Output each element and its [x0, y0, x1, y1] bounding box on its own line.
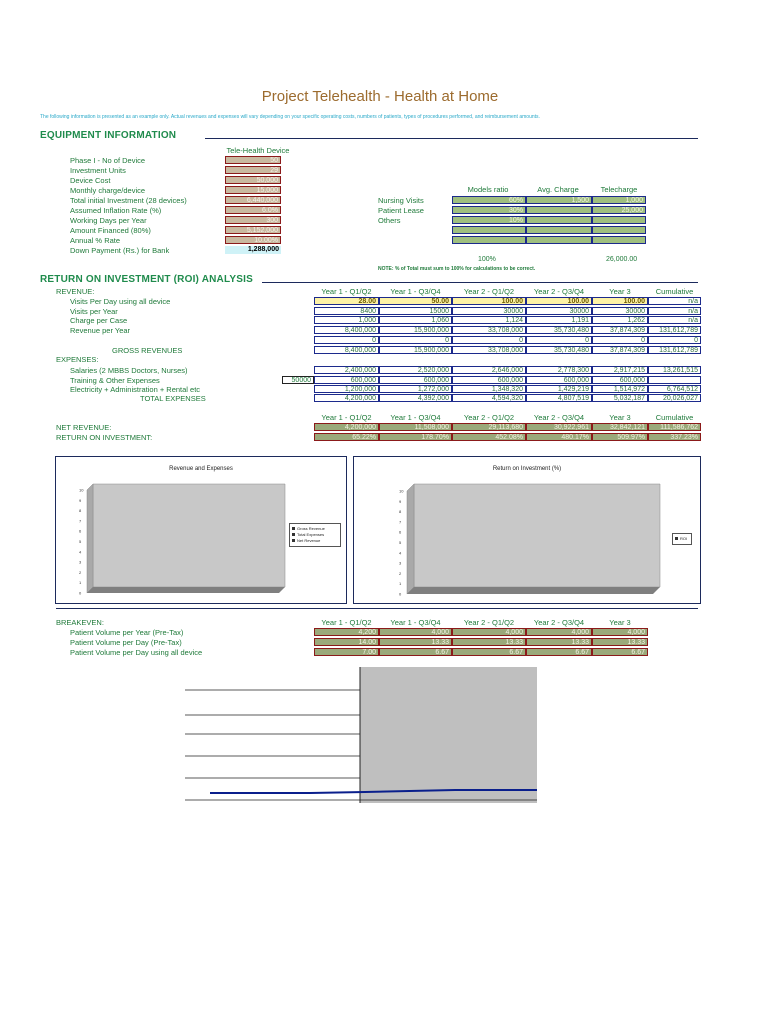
roi-chart-plot [354, 457, 700, 603]
revenue-cell[interactable]: 100.00 [526, 297, 592, 305]
expense-cell[interactable]: 600,000 [526, 376, 592, 384]
net-revenue-cell[interactable]: 11,508,000 [379, 423, 452, 431]
model-empty-cell[interactable] [452, 226, 526, 234]
expense-cell[interactable]: 600,000 [314, 376, 379, 384]
gross-revenues-label: GROSS REVENUES [112, 346, 183, 355]
gross-revenue-cell[interactable]: 37,874,309 [592, 346, 648, 354]
model-ratio-cell[interactable]: 60% [452, 196, 526, 204]
model-empty-cell[interactable] [526, 226, 592, 234]
model-avg-cell[interactable] [526, 206, 592, 214]
y-tick-label: 8 [79, 508, 82, 514]
breakeven-rule [56, 608, 698, 609]
revenue-cell[interactable]: 1,124 [452, 316, 526, 324]
model-ratio-cell[interactable]: 10% [452, 216, 526, 224]
revenue-cell[interactable]: 30000 [592, 307, 648, 315]
y-tick-label: 1 [399, 581, 402, 587]
equipment-label: Assumed Inflation Rate (%) [70, 206, 162, 215]
y-tick-label: 5 [79, 539, 82, 544]
equipment-rule [205, 138, 698, 139]
total-expenses-label: TOTAL EXPENSES [140, 394, 206, 403]
y-tick-label: 8 [399, 509, 402, 515]
avg-charge-header: Avg. Charge [537, 185, 579, 194]
revenue-cell[interactable]: 0 [379, 336, 452, 344]
y-tick-label: 0 [79, 590, 82, 596]
expense-cell[interactable]: 1,348,320 [452, 385, 526, 393]
breakeven-cell[interactable]: 4,000 [379, 628, 452, 636]
revenue-cell[interactable]: 0 [648, 336, 701, 344]
model-avg-cell[interactable] [526, 216, 592, 224]
breakeven-chart [185, 667, 540, 807]
gross-revenue-cell[interactable]: 15,900,000 [379, 346, 452, 354]
revenue-cell[interactable]: 100.00 [592, 297, 648, 305]
model-label: Patient Lease [378, 206, 424, 215]
expense-cell[interactable]: 1,429,219 [526, 385, 592, 393]
total-ratio: 100% [478, 256, 496, 263]
model-avg-cell[interactable]: 1,500 [526, 196, 592, 204]
y-tick-label: 0 [399, 591, 402, 597]
period-header: Year 2 - Q3/Q4 [533, 413, 585, 422]
expense-cell[interactable]: 13,261,515 [648, 366, 701, 374]
expenses-label: EXPENSES: [56, 355, 99, 364]
revenue-expenses-chart [55, 456, 347, 604]
breakeven-cell[interactable]: 4,000 [452, 628, 526, 636]
revenue-cell[interactable]: 1,262 [592, 316, 648, 324]
plot-back-wall [414, 484, 660, 587]
breakeven-cell[interactable]: 7.00 [314, 648, 379, 656]
total-expense-cell[interactable]: 4,392,000 [379, 394, 452, 402]
revenue-cell[interactable]: 0 [314, 336, 379, 344]
models-ratio-header: Models ratio [467, 185, 509, 194]
period-header: Year 2 - Q1/Q2 [463, 287, 515, 296]
gross-revenue-cell[interactable]: 33,708,000 [452, 346, 526, 354]
revenue-chart-title: Revenue and Expenses [169, 466, 233, 472]
y-tick-label: 2 [399, 570, 402, 576]
total-telecharge: 26,000.00 [606, 256, 638, 263]
breakeven-row-label: Patient Volume per Year (Pre-Tax) [70, 628, 184, 637]
y-tick-label: 10 [79, 487, 84, 493]
y-tick-label: 4 [399, 550, 402, 556]
plot-side-wall [407, 484, 414, 594]
equipment-value[interactable]: 6.0% [225, 206, 281, 214]
expense-row-label: Training & Other Expenses [70, 376, 160, 385]
model-label: Others [378, 216, 401, 225]
equipment-value[interactable]: 1,288,000 [225, 246, 281, 254]
equipment-label: Down Payment (Rs.) for Bank [70, 246, 170, 255]
revenue-row-label: Charge per Case [70, 316, 128, 325]
equipment-value[interactable]: 50 [225, 156, 281, 164]
roi-cell[interactable]: 480.17% [526, 433, 592, 441]
revenue-cell[interactable]: 1,191 [526, 316, 592, 324]
telecharge-header: Telecharge [600, 185, 638, 194]
y-tick-label: 2 [79, 569, 82, 575]
expense-cell[interactable]: 6,764,512 [648, 385, 701, 393]
revenue-cell[interactable]: 100.00 [452, 297, 526, 305]
model-empty-cell[interactable] [592, 226, 646, 234]
roi-chart [353, 456, 701, 604]
y-tick-label: 6 [79, 528, 82, 534]
breakeven-cell[interactable]: 6.67 [452, 648, 526, 656]
breakeven-row-label: Patient Volume per Day using all device [70, 648, 203, 657]
revenue-cell[interactable]: 50.00 [379, 297, 452, 305]
equipment-label: Amount Financed (80%) [70, 226, 151, 235]
equipment-value[interactable]: 15,000 [225, 186, 281, 194]
breakeven-cell[interactable]: 13.33 [592, 638, 648, 646]
expense-cell[interactable]: 2,520,000 [379, 366, 452, 374]
revenue-cell[interactable]: 35,730,480 [526, 326, 592, 334]
expense-side-input[interactable]: 50000 [282, 376, 314, 384]
equipment-heading: EQUIPMENT INFORMATION [40, 130, 177, 141]
total-expense-cell[interactable]: 5,032,187 [592, 394, 648, 402]
model-empty-cell[interactable] [592, 236, 646, 244]
equipment-label: Investment Units [70, 166, 126, 175]
expense-cell[interactable]: 2,646,000 [452, 366, 526, 374]
equipment-label: Monthly charge/device [70, 186, 146, 195]
breakeven-cell[interactable]: 6.67 [592, 648, 648, 656]
breakeven-label: BREAKEVEN: [56, 618, 104, 627]
equipment-value[interactable]: 300 [225, 216, 281, 224]
expense-cell[interactable]: 1,200,000 [314, 385, 379, 393]
equipment-value[interactable]: 5,152,000 [225, 226, 281, 234]
y-tick-label: 7 [79, 518, 82, 524]
expense-cell[interactable]: 600,000 [379, 376, 452, 384]
legend-item: Net Revenue [292, 538, 338, 544]
model-tele-cell[interactable]: 1,000 [592, 196, 646, 204]
net-revenue-cell[interactable]: 29,113,680 [452, 423, 526, 431]
revenue-cell[interactable]: 0 [452, 336, 526, 344]
plot-back-wall [93, 484, 285, 587]
revenue-label: REVENUE: [56, 287, 95, 296]
revenue-cell[interactable]: 33,708,000 [452, 326, 526, 334]
period-header: Cumulative [655, 413, 694, 422]
plot-floor [87, 587, 285, 593]
period-header: Year 2 - Q1/Q2 [463, 413, 515, 422]
net-revenue-cell[interactable]: 32,842,121 [592, 423, 648, 431]
breakeven-cell[interactable]: 4,000 [592, 628, 648, 636]
roi-cell[interactable]: 65.22% [314, 433, 379, 441]
disclaimer-note: The following information is presented as an example only. Actual revenues and expenses will vary depending on your specific operating costs, numbers of patients, types of procedures performed, and reimbursement amounts. [40, 114, 540, 120]
breakeven-plot-area [360, 667, 537, 803]
models-note: NOTE: % of Total must sum to 100% for calculations to be correct. [378, 266, 536, 272]
roi-cell[interactable]: 509.97% [592, 433, 648, 441]
expense-cell[interactable]: 600,000 [592, 376, 648, 384]
roi-heading: RETURN ON INVESTMENT (ROI) ANALYSIS [40, 274, 253, 285]
revenue-row-label: Visits per Year [70, 307, 118, 316]
y-tick-label: 9 [79, 497, 82, 503]
breakeven-period-header: Year 2 - Q1/Q2 [463, 618, 515, 627]
legend-item: ROI [675, 536, 689, 542]
equipment-label: Annual % Rate [70, 236, 121, 245]
breakeven-period-header: Year 1 - Q3/Q4 [390, 618, 441, 627]
revenue-cell[interactable]: 8,400,000 [314, 326, 379, 334]
expense-cell[interactable] [648, 376, 701, 384]
breakeven-period-header: Year 3 [609, 618, 631, 627]
revenue-cell[interactable]: 1,060 [379, 316, 452, 324]
total-expense-cell[interactable]: 4,807,519 [526, 394, 592, 402]
period-header: Year 1 - Q1/Q2 [321, 413, 372, 422]
revenue-row-label: Revenue per Year [70, 326, 131, 335]
net-revenue-label: NET REVENUE: [56, 423, 112, 432]
model-label: Nursing Visits [378, 196, 424, 205]
model-empty-cell[interactable] [452, 236, 526, 244]
model-tele-cell[interactable] [592, 216, 646, 224]
breakeven-period-header: Year 1 - Q1/Q2 [321, 618, 372, 627]
period-header: Year 1 - Q3/Q4 [390, 413, 441, 422]
y-tick-label: 5 [399, 540, 402, 545]
y-tick-label: 1 [79, 580, 82, 586]
net-revenue-cell[interactable]: 4,200,000 [314, 423, 379, 431]
equipment-value[interactable]: 29 [225, 166, 281, 174]
roi-chart-title: Return on Investment (%) [492, 466, 562, 472]
expense-row-label: Electricity + Administration + Rental etc [70, 385, 201, 394]
period-header: Year 3 [609, 413, 631, 422]
breakeven-cell[interactable]: 14.00 [314, 638, 379, 646]
y-tick-label: 10 [399, 488, 404, 494]
total-expense-cell[interactable]: 4,200,000 [314, 394, 379, 402]
model-empty-cell[interactable] [526, 236, 592, 244]
legend-item: Gross Revenue [292, 526, 338, 532]
equipment-label: Device Cost [70, 176, 111, 185]
expense-cell[interactable]: 2,400,000 [314, 366, 379, 374]
y-tick-label: 3 [79, 559, 82, 565]
roi-cell[interactable]: 178.70% [379, 433, 452, 441]
y-tick-label: 4 [79, 549, 82, 555]
total-expense-cell[interactable]: 20,026,027 [648, 394, 701, 402]
breakeven-cell[interactable]: 4,000 [526, 628, 592, 636]
roi-cell[interactable]: 337.23% [648, 433, 701, 441]
y-tick-label: 3 [399, 560, 402, 566]
gross-revenue-cell[interactable]: 131,612,789 [648, 346, 701, 354]
equipment-value[interactable]: 10.00% [225, 236, 281, 244]
model-tele-cell[interactable]: 25,000 [592, 206, 646, 214]
roi-label: RETURN ON INVESTMENT: [56, 433, 153, 442]
equipment-value[interactable]: 50,000 [225, 176, 281, 184]
gross-revenue-cell[interactable]: 8,400,000 [314, 346, 379, 354]
roi-rule [262, 282, 698, 283]
equipment-label: Phase I - No of Device [70, 156, 146, 165]
breakeven-cell[interactable]: 6.67 [526, 648, 592, 656]
plot-floor [407, 587, 660, 594]
y-tick-label: 6 [399, 529, 402, 535]
revenue-cell[interactable]: 131,612,789 [648, 326, 701, 334]
model-ratio-cell[interactable]: 30% [452, 206, 526, 214]
breakeven-period-header: Year 2 - Q3/Q4 [533, 618, 585, 627]
revenue-cell[interactable]: 28.00 [314, 297, 379, 305]
equipment-label: Working Days per Year [70, 216, 147, 225]
revenue-cell[interactable]: 1,000 [314, 316, 379, 324]
period-header: Year 2 - Q3/Q4 [533, 287, 585, 296]
breakeven-cell[interactable]: 13.33 [526, 638, 592, 646]
breakeven-cell[interactable]: 13.33 [379, 638, 452, 646]
roi-cell[interactable]: 452.08% [452, 433, 526, 441]
equipment-value[interactable]: 6,440,000 [225, 196, 281, 204]
total-expense-cell[interactable]: 4,594,320 [452, 394, 526, 402]
revenue-cell[interactable]: n/a [648, 316, 701, 324]
plot-side-wall [87, 484, 93, 593]
page-title: Project Telehealth - Health at Home [261, 88, 499, 105]
breakeven-cell[interactable]: 6.67 [379, 648, 452, 656]
expense-cell[interactable]: 1,514,972 [592, 385, 648, 393]
expense-cell[interactable]: 2,778,300 [526, 366, 592, 374]
net-revenue-cell[interactable]: 111,586,762 [648, 423, 701, 431]
breakeven-row-label: Patient Volume per Day (Pre-Tax) [70, 638, 182, 647]
period-header: Year 1 - Q1/Q2 [321, 287, 372, 296]
expense-row-label: Salaries (2 MBBS Doctors, Nurses) [70, 366, 188, 375]
expense-cell[interactable]: 1,272,000 [379, 385, 452, 393]
revenue-cell[interactable]: 30000 [452, 307, 526, 315]
y-tick-label: 7 [399, 519, 402, 525]
period-header: Cumulative [655, 287, 694, 296]
revenue-cell[interactable]: 15,900,000 [379, 326, 452, 334]
legend-item: Total Expenses [292, 532, 338, 538]
equipment-label: Total initial Investment (28 devices) [70, 196, 187, 205]
expense-cell[interactable]: 2,917,215 [592, 366, 648, 374]
revenue-chart-legend [289, 523, 341, 547]
revenue-cell[interactable]: 8400 [314, 307, 379, 315]
revenue-cell[interactable]: n/a [648, 307, 701, 315]
revenue-row-label: Visits Per Day using all device [70, 297, 171, 306]
period-header: Year 1 - Q3/Q4 [390, 287, 441, 296]
breakeven-cell[interactable]: 4,200 [314, 628, 379, 636]
net-revenue-cell[interactable]: 30,922,961 [526, 423, 592, 431]
revenue-cell[interactable]: 0 [526, 336, 592, 344]
revenue-cell[interactable]: 30000 [526, 307, 592, 315]
period-header: Year 3 [609, 287, 631, 296]
expense-cell[interactable]: 600,000 [452, 376, 526, 384]
gross-revenue-cell[interactable]: 35,730,480 [526, 346, 592, 354]
revenue-cell[interactable]: 15000 [379, 307, 452, 315]
breakeven-cell[interactable]: 13.33 [452, 638, 526, 646]
y-tick-label: 9 [399, 498, 402, 504]
revenue-cell[interactable]: n/a [648, 297, 701, 305]
revenue-cell[interactable]: 37,874,309 [592, 326, 648, 334]
roi-chart-legend [672, 533, 692, 545]
revenue-cell[interactable]: 0 [592, 336, 648, 344]
device-column-header: Tele-Health Device [226, 146, 290, 155]
